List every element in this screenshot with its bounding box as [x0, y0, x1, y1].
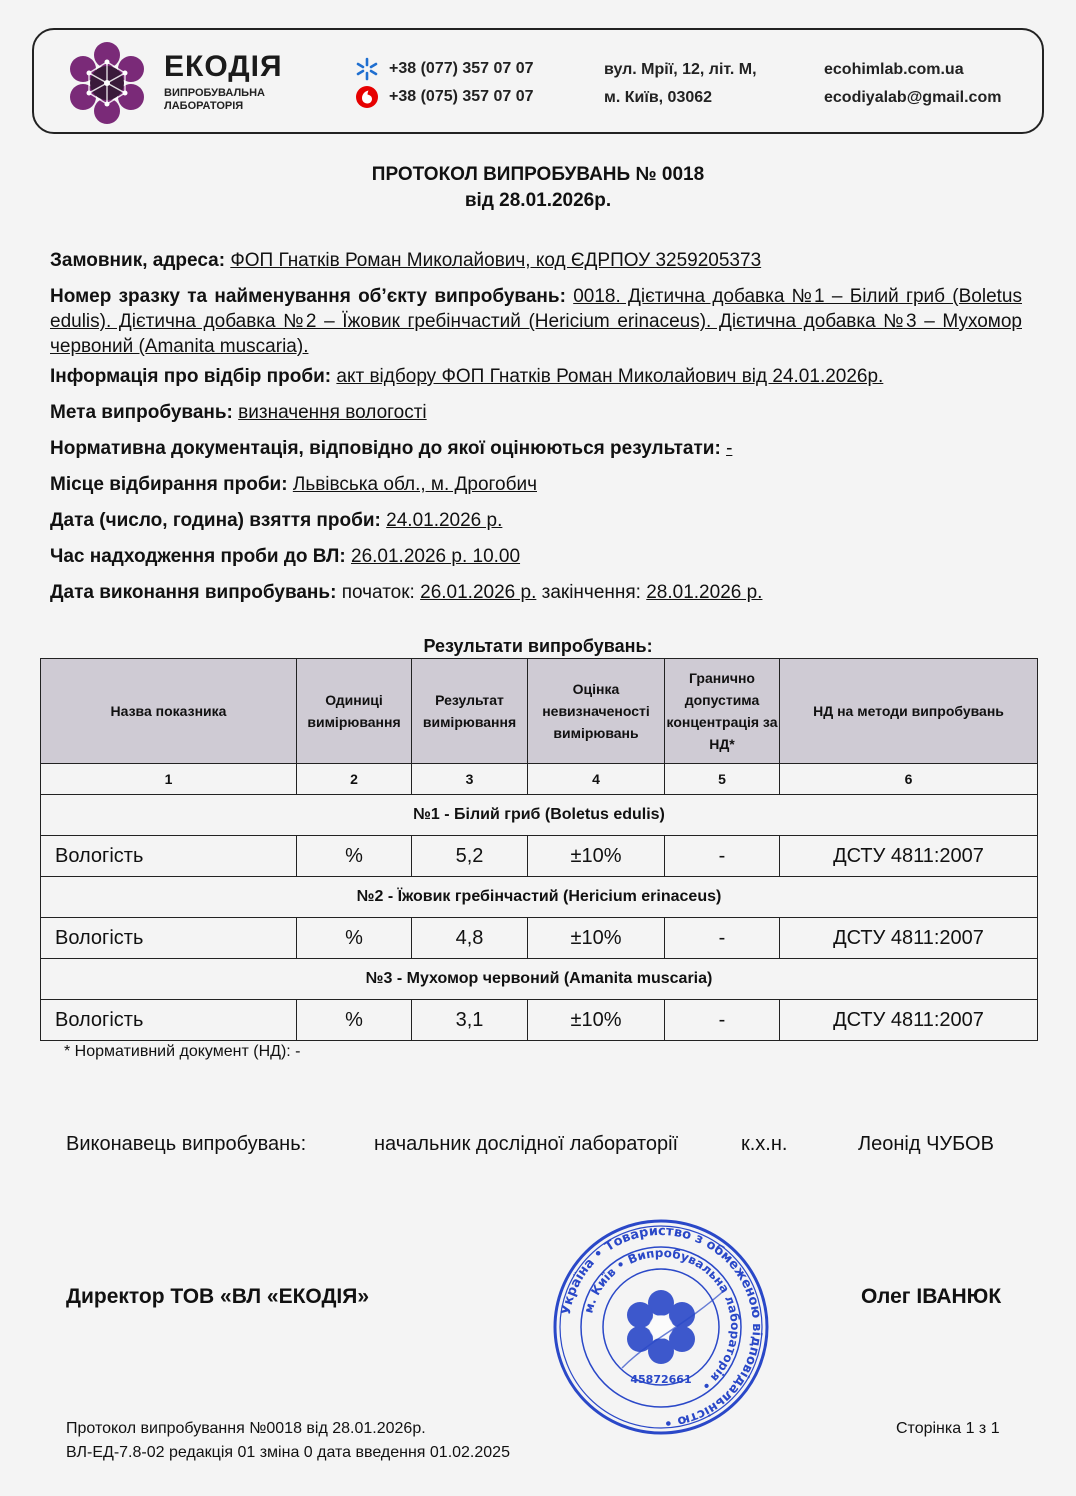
phone-kyivstar[interactable] [389, 60, 534, 78]
purpose-value: визначення вологості [238, 402, 427, 423]
column-number-row [41, 764, 1038, 795]
sample-row [50, 284, 1022, 359]
address-line1: вул. Мрії, 12, літ. М, [604, 61, 757, 78]
results-caption: Результати випробувань: [423, 636, 653, 656]
exec-label: Дата виконання випробувань: [50, 582, 337, 603]
header-uncertainty: Оцінка невизначеності вимірювань [528, 659, 665, 764]
purpose-row [50, 400, 1022, 425]
arrival-label: Час надходження проби до ВЛ: [50, 546, 346, 567]
customer-row [50, 248, 1022, 273]
exec-end-label: закінчення: [541, 582, 641, 603]
stamp-code: 45872661 [630, 1373, 692, 1386]
table-row [41, 918, 1038, 959]
footer-form-ref: ВЛ-ЕД-7.8-02 редакція 01 зміна 0 дата введення 01.02.2025 [66, 1444, 510, 1461]
date-taken-label: Дата (число, година) взяття проби: [50, 510, 381, 531]
director-label: Директор ТОВ «ВЛ «ЕКОДІЯ» [66, 1285, 370, 1308]
header-result: Результат вимірювання [412, 659, 528, 764]
column-number: 6 [780, 764, 1038, 795]
exec-end-value: 28.01.2026 р. [646, 582, 763, 603]
column-number: 4 [528, 764, 665, 795]
executor-degree: к.х.н. [741, 1133, 788, 1155]
normative-value: - [726, 438, 733, 459]
customer-label: Замовник, адреса: [50, 250, 226, 271]
column-number: 5 [665, 764, 780, 795]
header-max-concentration: Гранично допустима концентрація за НД* [665, 659, 780, 764]
cell-uncertainty: ±10% [528, 1000, 665, 1041]
cell-result: 4,8 [412, 918, 528, 959]
cell-test-method: ДСТУ 4811:2007 [780, 836, 1038, 877]
phone-vodafone[interactable] [389, 88, 534, 106]
page-counter: Сторінка 1 з 1 [896, 1420, 1000, 1437]
cell-indicator: Вологість [41, 1000, 297, 1041]
footer-protocol-ref: Протокол випробування №0018 від 28.01.2026р. [66, 1420, 426, 1437]
place-row [50, 472, 1022, 497]
group-row-1 [41, 795, 1038, 836]
executor-name: Леонід ЧУБОВ [858, 1133, 994, 1155]
group-title: №1 - Білий гриб (Boletus edulis) [41, 795, 1038, 836]
email-link[interactable]: ecodiyalab@gmail.com [824, 89, 1002, 106]
stamp-inner-text: м. Київ • Випробувальна лабораторія • [581, 1245, 743, 1394]
column-number: 3 [412, 764, 528, 795]
cell-result: 5,2 [412, 836, 528, 877]
cell-units: % [297, 918, 412, 959]
column-number: 2 [297, 764, 412, 795]
brand-subtitle [164, 87, 265, 113]
sampling-info-label: Інформація про відбір проби: [50, 366, 332, 387]
phone-1-text: +38 (077) 357 07 07 [389, 60, 534, 77]
stamp-outer-text: Україна • Товариство з обмеженою відповідальністю • [558, 1223, 765, 1431]
table-row [41, 836, 1038, 877]
group-row-2 [41, 877, 1038, 918]
sample-value: 0018. Дієтична добавка №1 – Білий гриб (Boletus edulis). Дієтична добавка №2 – Їжовик гребінчастий (Hericium erinaceus). Дієтична добавка №3 – Мухомор червоний (Amanita muscaria). [50, 286, 1022, 357]
place-value: Львівська обл., м. Дрогобич [292, 474, 537, 495]
executor-position: начальник дослідної лабораторії [374, 1133, 679, 1155]
cell-max-concentration: - [665, 836, 780, 877]
protocol-title: ПРОТОКОЛ ВИПРОБУВАНЬ № 0018 [371, 164, 705, 185]
cell-indicator: Вологість [41, 836, 297, 877]
group-title: №3 - Мухомор червоний (Amanita muscaria) [41, 959, 1038, 1000]
normative-label: Нормативна документація, відповідно до якої оцінюються результати: [50, 438, 721, 459]
header-indicator-name: Назва показника [41, 659, 297, 764]
column-number: 1 [41, 764, 297, 795]
ecodiya-logo-icon [64, 40, 150, 126]
cell-max-concentration: - [665, 1000, 780, 1041]
executor-label: Виконавець випробувань: [66, 1133, 307, 1155]
cell-test-method: ДСТУ 4811:2007 [780, 918, 1038, 959]
brand-subtitle-line1: ВИПРОБУВАЛЬНА [164, 87, 265, 99]
group-row-3 [41, 959, 1038, 1000]
exec-start-label: початок: [341, 582, 415, 603]
header-units: Одиниці вимірювання [297, 659, 412, 764]
address-block [604, 56, 757, 112]
normative-row [50, 436, 1022, 461]
arrival-value: 26.01.2026 р. 10.00 [351, 546, 521, 567]
cell-uncertainty: ±10% [528, 836, 665, 877]
purpose-label: Мета випробувань: [50, 402, 233, 423]
kyivstar-star-icon [355, 57, 379, 81]
cell-uncertainty: ±10% [528, 918, 665, 959]
letterhead [32, 28, 1044, 134]
date-taken-row [50, 508, 1022, 533]
table-header-row [41, 659, 1038, 764]
date-taken-value: 24.01.2026 р. [386, 510, 503, 531]
vodafone-icon [355, 85, 379, 109]
cell-result: 3,1 [412, 1000, 528, 1041]
cell-units: % [297, 1000, 412, 1041]
customer-value: ФОП Гнатків Роман Миколайович, код ЄДРПОУ 3259205373 [230, 250, 762, 271]
cell-max-concentration: - [665, 918, 780, 959]
exec-dates-row [50, 580, 1022, 605]
lab-stamp-icon [552, 1218, 770, 1436]
group-title: №2 - Їжовик гребінчастий (Hericium erinaceus) [41, 877, 1038, 918]
contacts-block [824, 56, 1001, 112]
footnote: * Нормативний документ (НД): - [64, 1043, 301, 1060]
sampling-info-row [50, 364, 1022, 389]
phone-2-text: +38 (075) 357 07 07 [389, 88, 534, 105]
place-label: Місце відбирання проби: [50, 474, 288, 495]
table-row [41, 1000, 1038, 1041]
header-test-method: НД на методи випробувань [780, 659, 1038, 764]
arrival-row [50, 544, 1022, 569]
sampling-info-value: акт відбору ФОП Гнатків Роман Миколайович від 24.01.2026р. [336, 366, 884, 387]
results-table [40, 658, 1038, 1041]
director-name: Олег ІВАНЮК [861, 1285, 1002, 1308]
cell-indicator: Вологість [41, 918, 297, 959]
address-line2: м. Київ, 03062 [604, 89, 713, 106]
exec-start-value: 26.01.2026 р. [420, 582, 537, 603]
website-link[interactable]: ecohimlab.com.ua [824, 61, 964, 78]
sample-label: Номер зразку та найменування об’єкту випробувань: [50, 286, 566, 307]
protocol-date: від 28.01.2026р. [464, 190, 612, 211]
cell-test-method: ДСТУ 4811:2007 [780, 1000, 1038, 1041]
cell-units: % [297, 836, 412, 877]
brand-name: ЕКОДІЯ [164, 50, 283, 83]
brand-subtitle-line2: ЛАБОРАТОРІЯ [164, 100, 244, 112]
